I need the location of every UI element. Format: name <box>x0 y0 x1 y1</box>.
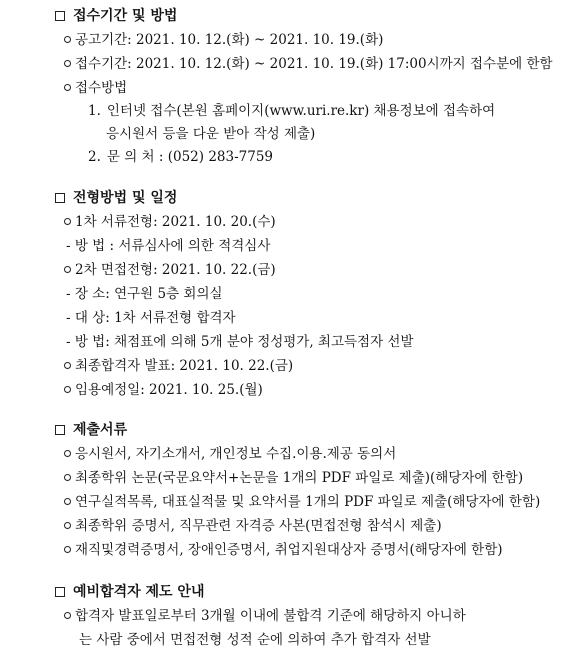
document-item <box>64 444 396 464</box>
document-item <box>64 516 442 536</box>
reserve-item <box>64 606 466 626</box>
second-target-text: - 대 상: 1차 서류전형 합격자 <box>66 310 236 326</box>
circle-bullet-icon <box>64 362 71 369</box>
receipt-period-text: 접수기간: 2021. 10. 12.(화) ~ 2021. 10. 19.(화) 17:00시까지 접수분에 한함 <box>75 56 553 72</box>
reserve-line1: 합격자 발표일로부터 3개월 이내에 불합격 기준에 해당하지 아니하 <box>75 608 466 624</box>
method-1-line1: 인터넷 접수(본원 홈페이지(www.uri.re.kr) 채용정보에 접속하여 <box>106 103 496 119</box>
first-stage-text: 1차 서류전형: 2021. 10. 20.(수) <box>75 214 276 230</box>
final-announce-text: 최종합격자 발표: 2021. 10. 22.(금) <box>75 358 294 374</box>
section-documents-heading <box>55 420 127 440</box>
notice-period-text: 공고기간: 2021. 10. 12.(화) ~ 2021. 10. 19.(화) <box>75 32 384 48</box>
second-method-item <box>66 332 414 352</box>
method-2-number: 2. <box>88 149 101 165</box>
method-1-continuation <box>106 124 315 144</box>
method-1-number: 1. <box>88 103 101 119</box>
first-method-text: - 방 법 : 서류심사에 의한 적격심사 <box>66 238 271 254</box>
circle-bullet-icon <box>64 386 71 393</box>
second-target-item <box>66 308 236 328</box>
circle-bullet-icon <box>64 450 71 457</box>
final-announce-item <box>64 356 293 376</box>
first-method-item <box>66 236 270 256</box>
section-reserve-heading <box>55 582 204 602</box>
circle-bullet-icon <box>64 474 71 481</box>
method-2-text: 문 의 처 : (052) 283-7759 <box>106 149 274 165</box>
circle-bullet-icon <box>64 60 71 67</box>
document-item-text: 응시원서, 자기소개서, 개인정보 수집.이용.제공 동의서 <box>75 446 397 462</box>
document-item-text: 재직및경력증명서, 장애인증명서, 취업지원대상자 증명서(해당자에 한함) <box>75 542 503 558</box>
circle-bullet-icon <box>64 498 71 505</box>
appointment-item <box>64 380 263 400</box>
reserve-line2: 는 사람 중에서 면접전형 성적 순에 의하여 추가 합격자 선발 <box>79 632 431 648</box>
reserve-continuation <box>79 630 431 650</box>
notice-period-item <box>64 30 383 50</box>
method-1-line2: 응시원서 등을 다운 받아 작성 제출) <box>106 126 316 142</box>
checkbox-icon <box>55 425 65 435</box>
section-documents-title: 제출서류 <box>73 422 128 438</box>
circle-bullet-icon <box>64 612 71 619</box>
second-stage-item <box>64 260 276 280</box>
document-item <box>64 492 540 512</box>
section-reserve-title: 예비합격자 제도 안내 <box>73 584 205 600</box>
circle-bullet-icon <box>64 266 71 273</box>
document-item <box>64 540 503 560</box>
circle-bullet-icon <box>64 546 71 553</box>
circle-bullet-icon <box>64 84 71 91</box>
section-reception-title: 접수기간 및 방법 <box>73 8 178 24</box>
second-method-text: - 방 법: 채점표에 의해 5개 분야 정성평가, 최고득점자 선발 <box>66 334 414 350</box>
checkbox-icon <box>55 11 65 21</box>
document-item-text: 연구실적목록, 대표실적물 및 요약서를 1개의 PDF 파일로 제출(해당자에 한함) <box>75 494 541 510</box>
method-2-item <box>88 147 273 167</box>
appointment-text: 임용예정일: 2021. 10. 25.(월) <box>75 382 263 398</box>
second-place-item <box>66 284 223 304</box>
second-place-text: - 장 소: 연구원 5층 회의실 <box>66 286 223 302</box>
checkbox-icon <box>55 193 65 203</box>
method-label-item <box>64 78 127 98</box>
circle-bullet-icon <box>64 36 71 43</box>
document-item-text: 최종학위 논문(국문요약서+논문을 1개의 PDF 파일로 제출)(해당자에 한함) <box>75 470 524 486</box>
method-label-text: 접수방법 <box>75 80 128 96</box>
section-process-heading <box>55 188 177 208</box>
circle-bullet-icon <box>64 522 71 529</box>
document-item-text: 최종학위 증명서, 직무관련 자격증 사본(면접전형 참석시 제출) <box>75 518 442 534</box>
circle-bullet-icon <box>64 218 71 225</box>
first-stage-item <box>64 212 276 232</box>
document-item <box>64 468 523 488</box>
receipt-period-item <box>64 54 553 74</box>
checkbox-icon <box>55 587 65 597</box>
method-1-item <box>88 101 495 121</box>
second-stage-text: 2차 면접전형: 2021. 10. 22.(금) <box>75 262 276 278</box>
section-process-title: 전형방법 및 일정 <box>73 190 178 206</box>
section-reception-heading <box>55 6 177 26</box>
